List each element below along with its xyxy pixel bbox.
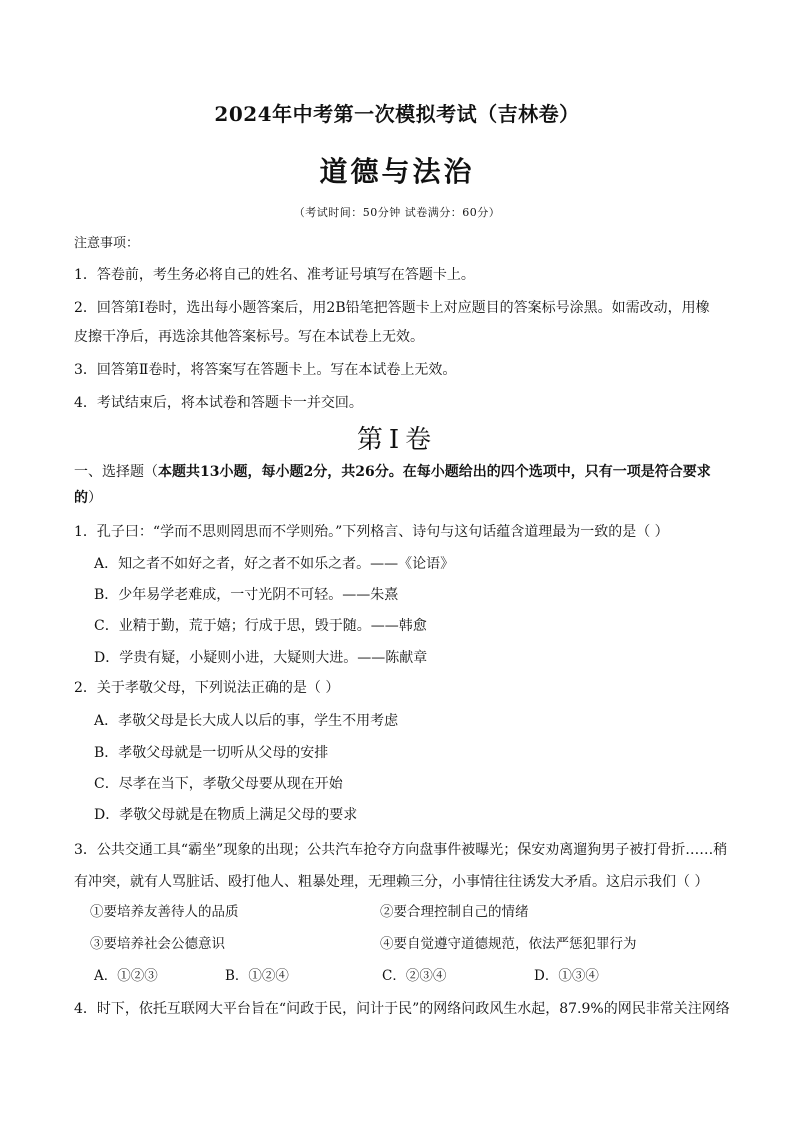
question-3-choice-a: A．①②③ bbox=[94, 968, 158, 984]
question-3-statement-3: ③要培养社会公德意识 bbox=[90, 936, 225, 952]
question-4-stem: 4．时下，依托互联网大平台旨在“问政于民，问计于民”的网络问政风生水起，87.9%的网民非常关注网络 bbox=[74, 1001, 730, 1017]
question-2-option-d: D．孝敬父母就是在物质上满足父母的要求 bbox=[94, 807, 358, 823]
note-item: 皮擦干净后，再选涂其他答案标号。写在本试卷上无效。 bbox=[74, 329, 424, 345]
question-3-stem: 3．公共交通工具“霸坐”现象的出现；公共汽车抢夺方向盘事件被曝光；保安劝离遛狗男子被打骨折……稍 bbox=[74, 842, 728, 858]
question-3-statement-4: ④要自觉遵守道德规范，依法严惩犯罪行为 bbox=[380, 936, 637, 952]
question-1-option-b: B．少年易学老难成，一寸光阴不可轻。——朱熹 bbox=[94, 587, 399, 603]
question-3-statement-2: ②要合理控制自己的情绪 bbox=[380, 904, 529, 920]
note-item: 1．答卷前，考生务必将自己的姓名、准考证号填写在答题卡上。 bbox=[74, 267, 475, 283]
question-3-choice-c: C．②③④ bbox=[382, 968, 447, 984]
section-rules: 本题共13小题，每小题2分，共26分。在每小题给出的四个选项中，只有一项是符合要求 bbox=[158, 464, 711, 480]
question-1-stem: 1．孔子曰：“学而不思则罔思而不学则殆。”下列格言、诗句与这句话蕴含道理最为一致的是（ ） bbox=[74, 524, 669, 540]
section-instructions bbox=[74, 462, 711, 482]
section-paren: ） bbox=[88, 490, 102, 506]
question-2-stem: 2．关于孝敬父母，下列说法正确的是（ ） bbox=[74, 680, 340, 696]
question-1-option-d: D．学贵有疑，小疑则小进，大疑则大进。——陈献章 bbox=[94, 650, 428, 666]
section-rules-end: 的 bbox=[74, 490, 88, 506]
part-title: 第Ⅰ卷 bbox=[356, 425, 438, 455]
note-item: 3．回答第Ⅱ卷时，将答案写在答题卡上。写在本试卷上无效。 bbox=[74, 362, 457, 378]
question-2-option-b: B．孝敬父母就是一切听从父母的安排 bbox=[94, 745, 329, 761]
note-item: 4．考试结束后，将本试卷和答题卡一并交回。 bbox=[74, 395, 363, 411]
question-1-option-c: C．业精于勤，荒于嬉；行成于思，毁于随。——韩愈 bbox=[94, 618, 427, 634]
note-item: 2．回答第Ⅰ卷时，选出每小题答案后，用2B铅笔把答题卡上对应题目的答案标号涂黑。如需改动，用橡 bbox=[74, 300, 710, 316]
question-2-option-a: A．孝敬父母是长大成人以后的事，学生不用考虑 bbox=[94, 713, 399, 729]
exam-title: 2024年中考第一次模拟考试（吉林卷） bbox=[214, 102, 580, 126]
question-1-option-a: A．知之者不如好之者，好之者不如乐之者。——《论语》 bbox=[94, 556, 455, 572]
subject-title: 道德与法治 bbox=[319, 155, 475, 188]
question-3-stem-cont: 有冲突，就有人骂脏话、殴打他人、粗暴处理，无理赖三分，小事情往往诱发大矛盾。这启示我们（ ） bbox=[74, 874, 709, 890]
exam-info: （考试时间：50分钟 试卷满分：60分） bbox=[293, 206, 501, 219]
question-3-statement-1: ①要培养友善待人的品质 bbox=[90, 904, 239, 920]
question-2-option-c: C．尽孝在当下，孝敬父母要从现在开始 bbox=[94, 776, 343, 792]
notes-heading: 注意事项： bbox=[74, 236, 140, 251]
question-3-choice-d: D．①③④ bbox=[534, 968, 599, 984]
question-3-choice-b: B．①②④ bbox=[225, 968, 289, 984]
section-prefix: 一、选择题（ bbox=[74, 464, 158, 480]
section-instructions-cont bbox=[74, 488, 102, 508]
